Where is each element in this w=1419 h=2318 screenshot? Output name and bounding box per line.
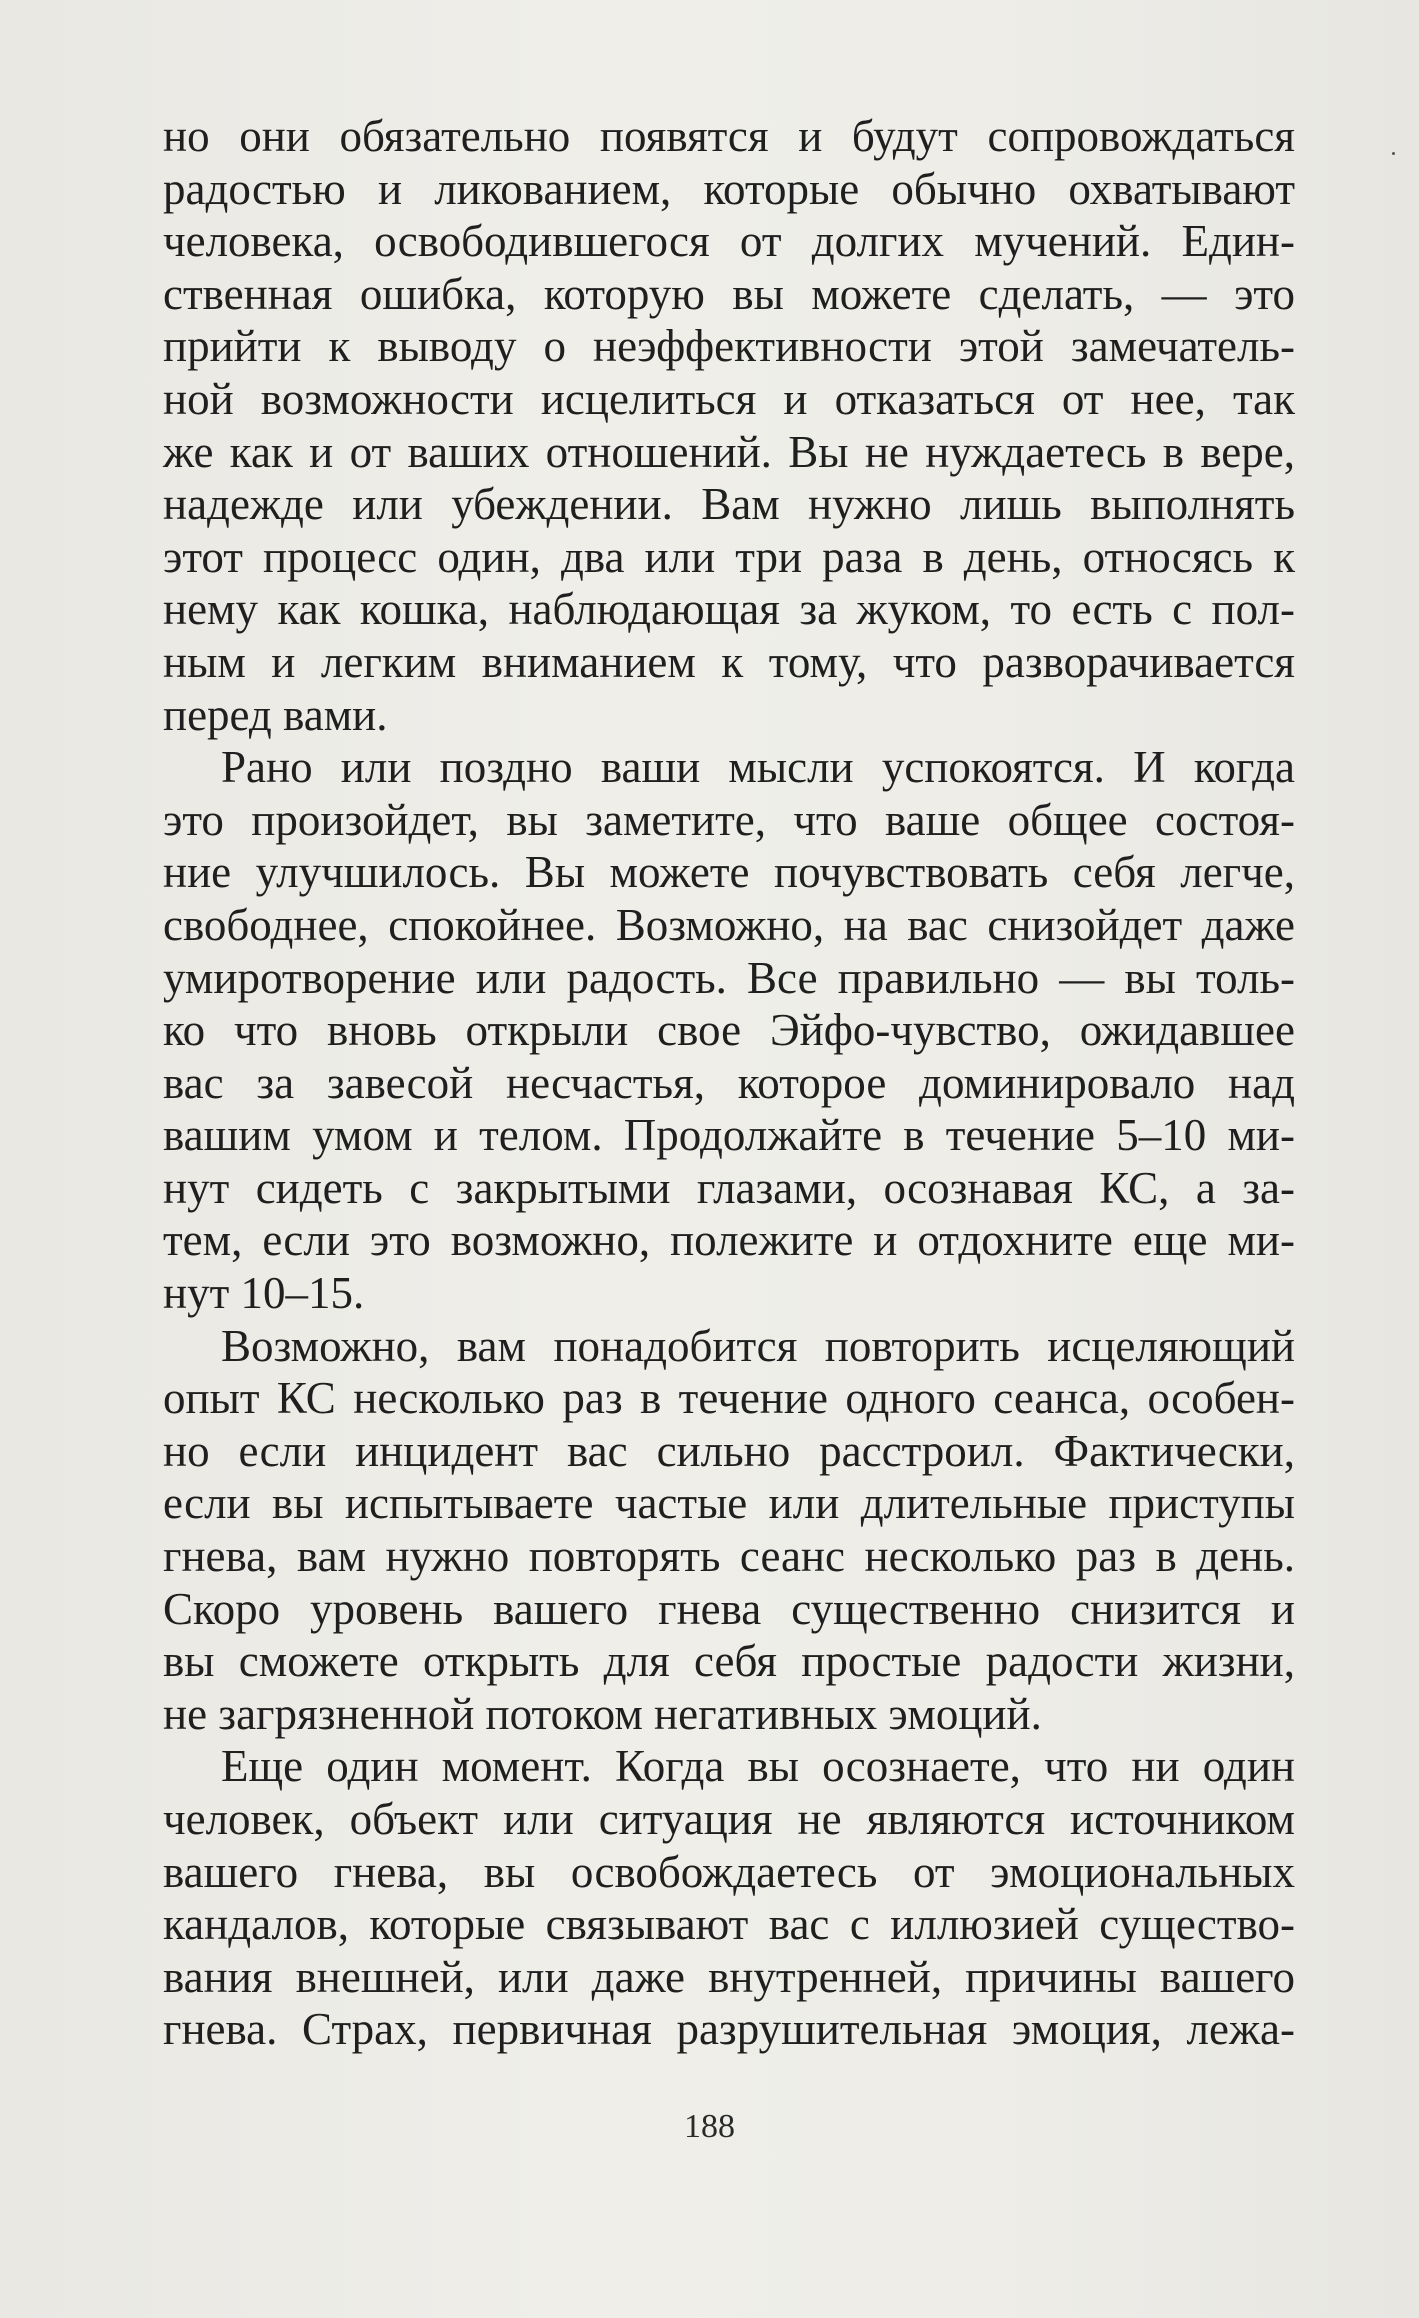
text-line: человек, объект или ситуация не являются источником bbox=[163, 1794, 1295, 1844]
text-line: гнева. Страх, первичная разрушительная эмоция, лежа- bbox=[163, 2004, 1295, 2055]
text-line: человека, освободившегося от долгих мучений. Един- bbox=[163, 216, 1295, 267]
text-line: ственная ошибка, которую вы можете сделать, — это bbox=[163, 268, 1295, 319]
text-line: нут 10–15. bbox=[163, 1268, 365, 1319]
text-line: радостью и ликованием, которые обычно охватывают bbox=[163, 163, 1295, 214]
text-line: ко что вновь открыли свое Эйфо-чувство, ожидавшее bbox=[163, 1005, 1295, 1056]
print-speck bbox=[1392, 152, 1395, 155]
text-line: вы сможете открыть для себя простые радости жизни, bbox=[163, 1636, 1295, 1687]
text-line: Рано или поздно ваши мысли успокоятся. И когда bbox=[221, 742, 1295, 793]
text-line: вания внешней, или даже внутренней, причины вашего bbox=[163, 1951, 1295, 2002]
text-line: перед вами. bbox=[163, 689, 388, 740]
text-line: Скоро уровень вашего гнева существенно снизится и bbox=[163, 1583, 1295, 1634]
text-line: ние улучшилось. Вы можете почувствовать себя легче, bbox=[163, 847, 1295, 898]
text-line: кандалов, которые связывают вас с иллюзией существо- bbox=[163, 1899, 1295, 1950]
text-line: тем, если это возможно, полежите и отдохните еще ми- bbox=[163, 1215, 1295, 1266]
text-line: вашего гнева, вы освобождаетесь от эмоциональных bbox=[163, 1846, 1295, 1897]
text-line: ным и легким вниманием к тому, что разворачивается bbox=[163, 636, 1295, 687]
text-line: этот процесс один, два или три раза в день, относясь к bbox=[163, 531, 1295, 582]
text-line: ной возможности исцелиться и отказаться от нее, так bbox=[163, 373, 1295, 424]
text-line: это произойдет, вы заметите, что ваше общее состоя- bbox=[163, 794, 1295, 845]
text-line: нему как кошка, наблюдающая за жуком, то есть с пол- bbox=[163, 584, 1295, 635]
text-line: но если инцидент вас сильно расстроил. Фактически, bbox=[163, 1425, 1295, 1476]
text-line: надежде или убеждении. Вам нужно лишь выполнять bbox=[163, 479, 1295, 530]
text-line: умиротворение или радость. Все правильно — вы толь- bbox=[163, 952, 1295, 1003]
text-line: прийти к выводу о неэффективности этой замечатель- bbox=[163, 321, 1295, 372]
text-line: гнева, вам нужно повторять сеанс несколько раз в день. bbox=[163, 1531, 1295, 1582]
text-line: вас за завесой несчастья, которое доминировало над bbox=[163, 1057, 1295, 1108]
text-line: если вы испытываете частые или длительные приступы bbox=[163, 1478, 1295, 1529]
text-line: но они обязательно появятся и будут сопровождаться bbox=[163, 111, 1295, 161]
body-text bbox=[163, 110, 1295, 2056]
page-number: 188 bbox=[684, 2108, 735, 2145]
text-line: опыт КС несколько раз в течение одного сеанса, особен- bbox=[163, 1373, 1295, 1424]
text-line: Возможно, вам понадобится повторить исцеляющий bbox=[221, 1320, 1295, 1371]
text-line: Еще один момент. Когда вы осознаете, что ни один bbox=[221, 1741, 1295, 1792]
text-line: свободнее, спокойнее. Возможно, на вас снизойдет даже bbox=[163, 899, 1295, 950]
text-line: нут сидеть с закрытыми глазами, осознавая КС, а за- bbox=[163, 1162, 1295, 1213]
text-line: вашим умом и телом. Продолжайте в течение 5–10 ми- bbox=[163, 1110, 1295, 1161]
text-line: не загрязненной потоком негативных эмоций. bbox=[163, 1688, 1042, 1739]
text-line: же как и от ваших отношений. Вы не нуждаетесь в вере, bbox=[163, 426, 1295, 477]
